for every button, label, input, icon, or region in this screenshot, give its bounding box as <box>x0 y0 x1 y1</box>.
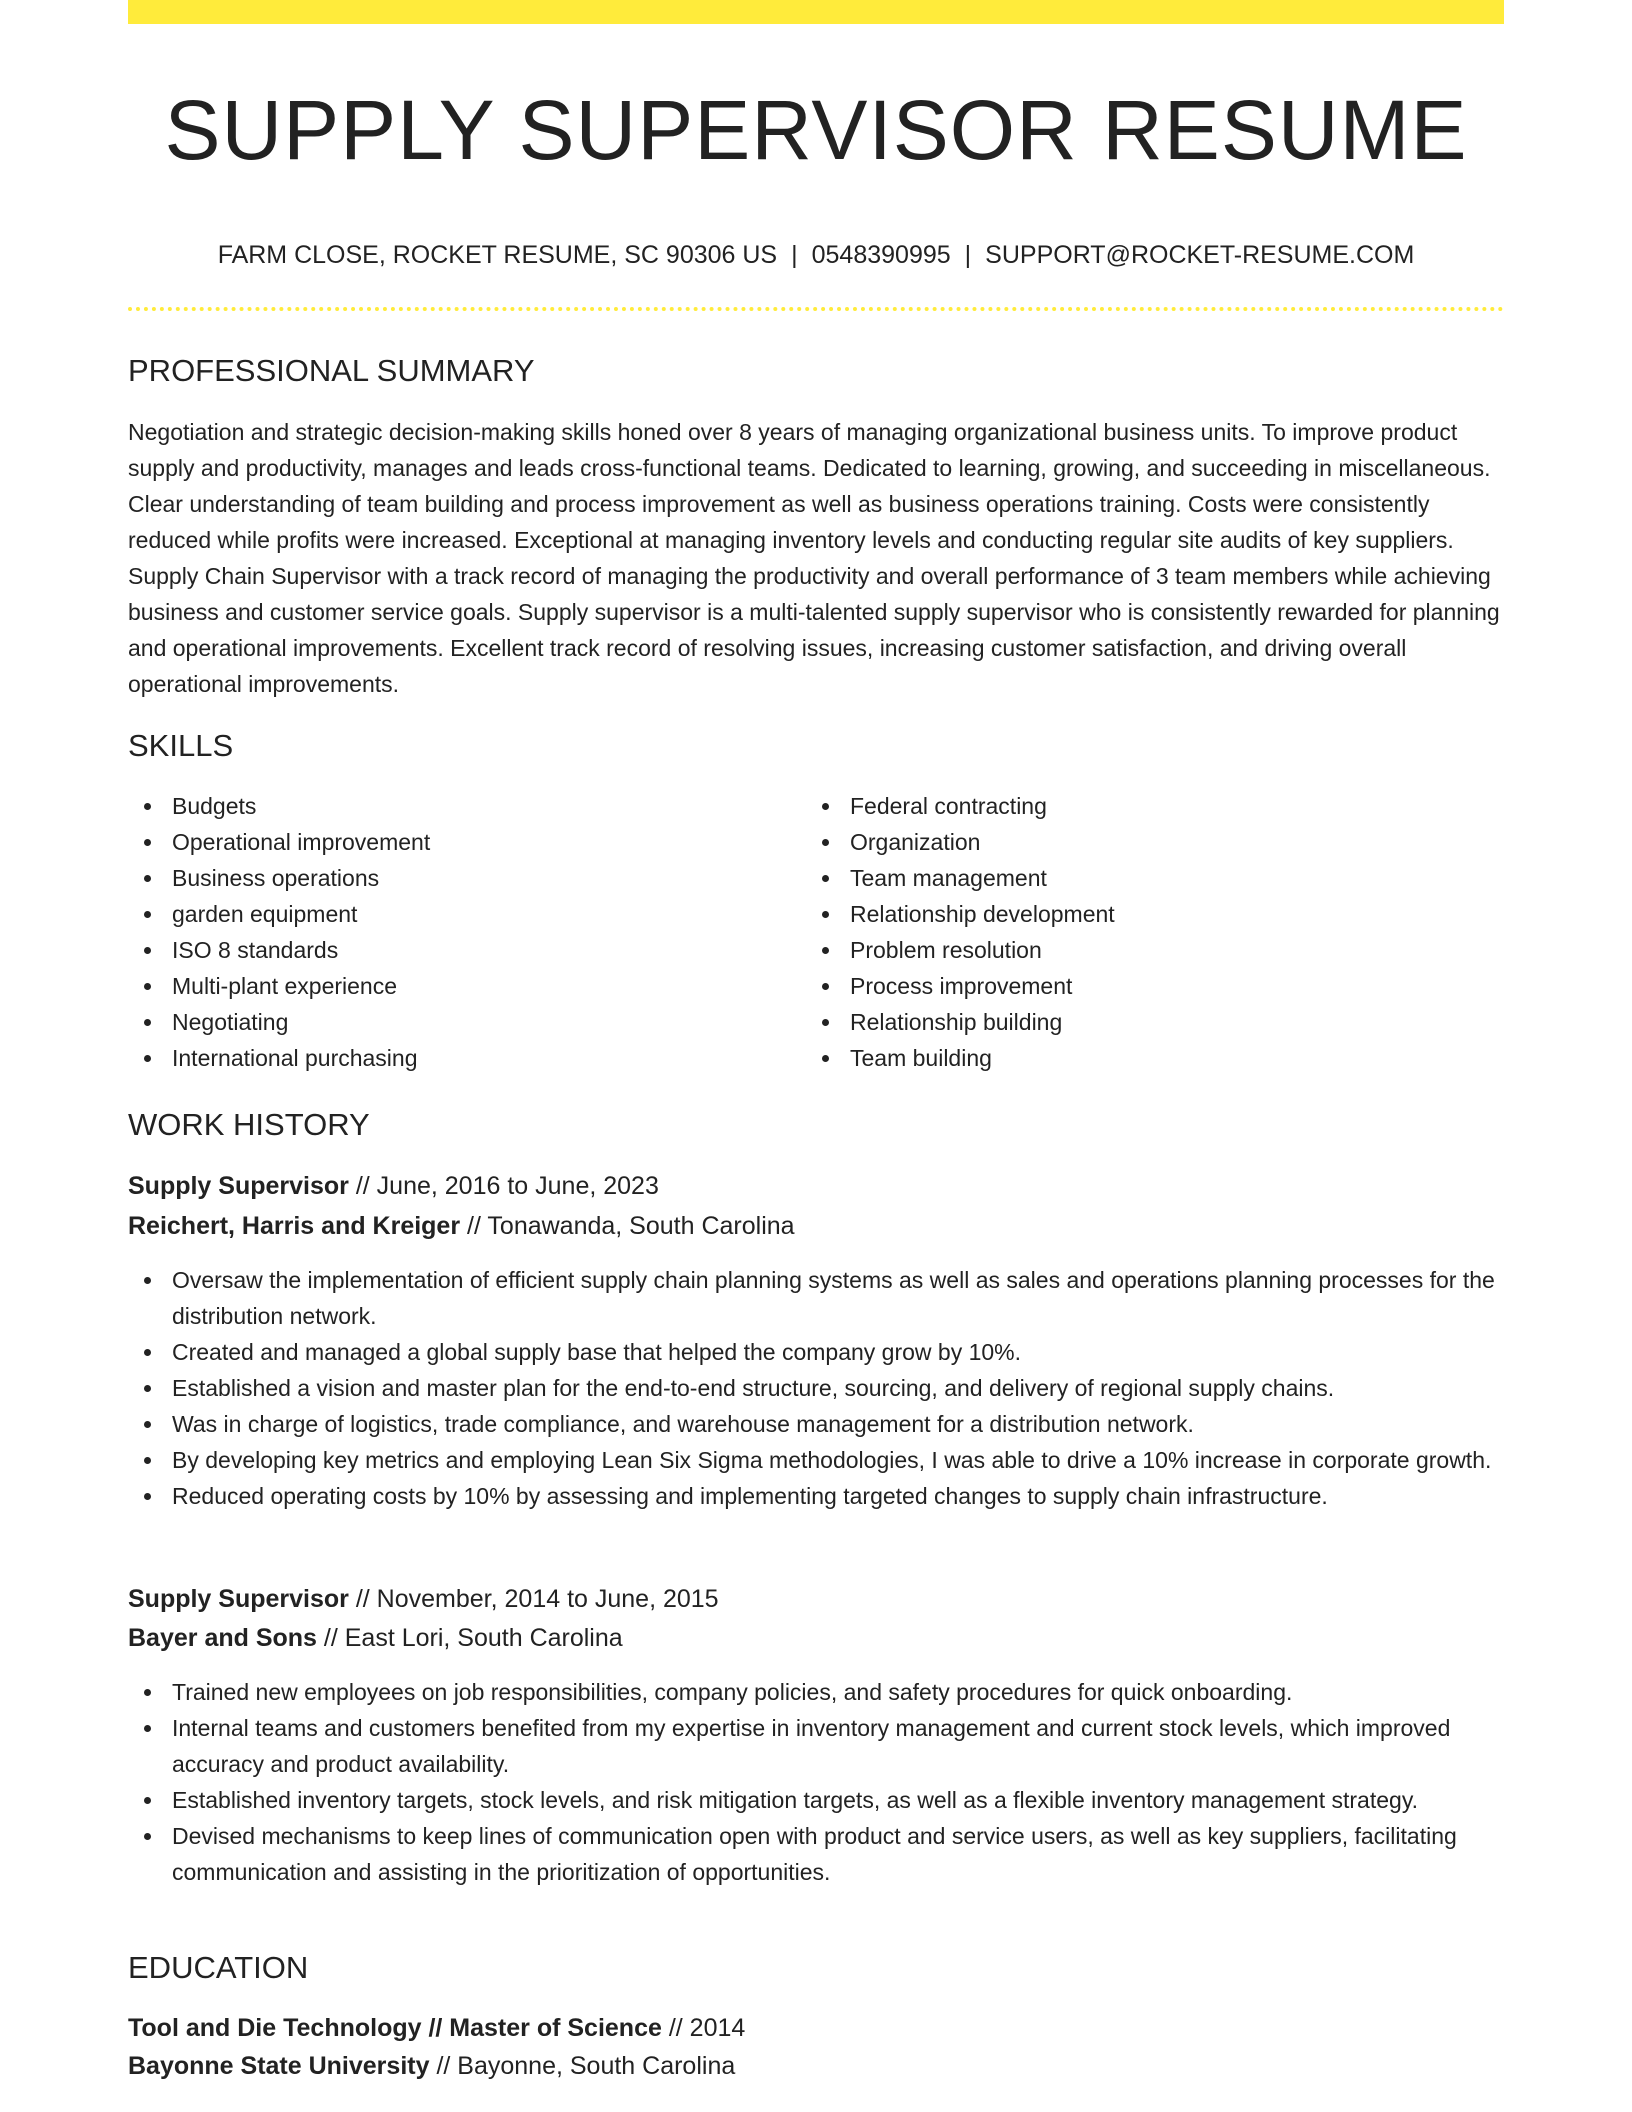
header-divider <box>128 307 1504 311</box>
skill-item: Process improvement <box>806 968 1466 1004</box>
contact-phone: 0548390995 <box>811 241 951 269</box>
education-degree-line <box>128 2010 1504 2046</box>
skill-item: garden equipment <box>128 896 788 932</box>
job-title-line <box>128 1581 1504 1617</box>
job-company-line <box>128 1620 1504 1656</box>
job-dates: // November, 2014 to June, 2015 <box>348 1585 719 1613</box>
skill-item: Problem resolution <box>806 932 1466 968</box>
job-location: // Tonawanda, South Carolina <box>460 1212 795 1240</box>
job-bullet: Was in charge of logistics, trade compliance, and warehouse management for a distribution network. <box>128 1406 1504 1442</box>
job-title: Supply Supervisor <box>128 1585 349 1613</box>
skill-item: Negotiating <box>128 1004 788 1040</box>
skill-item: Relationship building <box>806 1004 1466 1040</box>
skill-item: Operational improvement <box>128 824 788 860</box>
skill-item: Federal contracting <box>806 788 1466 824</box>
skills-list-left <box>128 788 788 1076</box>
job-title-line <box>128 1168 1504 1204</box>
job-dates: // June, 2016 to June, 2023 <box>348 1172 659 1200</box>
job-bullet: Oversaw the implementation of efficient supply chain planning systems as well as sales and operations planning processes for the distribution network. <box>128 1262 1504 1334</box>
skill-item: Team management <box>806 860 1466 896</box>
education-year: // 2014 <box>661 2014 746 2042</box>
job-bullet: Trained new employees on job responsibilities, company policies, and safety procedures for quick onboarding. <box>128 1674 1504 1710</box>
skill-item: Budgets <box>128 788 788 824</box>
skill-item: Relationship development <box>806 896 1466 932</box>
accent-top-bar <box>128 0 1504 24</box>
skills-heading: SKILLS <box>128 728 234 763</box>
job-bullet: By developing key metrics and employing Lean Six Sigma methodologies, I was able to drive a 10% increase in corporate growth. <box>128 1442 1504 1478</box>
education-degree: Tool and Die Technology // Master of Science <box>128 2014 662 2042</box>
contact-separator: | <box>791 241 798 269</box>
job-company-line <box>128 1208 1504 1244</box>
contact-line <box>128 238 1504 272</box>
summary-text: Negotiation and strategic decision-making skills honed over 8 years of managing organizational business units. To improve product supply and productivity, manages and leads cross-functional teams. Dedicated to learning, growing, and succeeding in miscellaneous. Clear understanding of team building and process improvement as well as business operations training. Costs were consistently reduced while profits were increased. Exceptional at managing inventory levels and conducting regular site audits of key suppliers. Supply Chain Supervisor with a track record of managing the productivity and overall performance of 3 team members while achieving business and customer service goals. Supply supervisor is a multi-talented supply supervisor who is consistently rewarded for planning and operational improvements. Excellent track record of resolving issues, increasing customer satisfaction, and driving overall operational improvements. <box>128 419 1500 697</box>
contact-address: FARM CLOSE, ROCKET RESUME, SC 90306 US <box>217 241 778 269</box>
skill-item: International purchasing <box>128 1040 788 1076</box>
education-school: Bayonne State University <box>128 2052 430 2080</box>
job-bullet: Established a vision and master plan for the end-to-end structure, sourcing, and delivery of regional supply chains. <box>128 1370 1504 1406</box>
skill-item: Team building <box>806 1040 1466 1076</box>
job-bullet: Devised mechanisms to keep lines of communication open with product and service users, as well as key suppliers, facilitating communication and assisting in the prioritization of opportunities. <box>128 1818 1504 1890</box>
contact-separator: | <box>964 241 972 269</box>
skills-list-right <box>806 788 1466 1076</box>
job-company: Reichert, Harris and Kreiger <box>128 1212 461 1240</box>
job-location: // East Lori, South Carolina <box>316 1624 623 1652</box>
job-bullet: Established inventory targets, stock levels, and risk mitigation targets, as well as a flexible inventory management strategy. <box>128 1782 1504 1818</box>
skill-item: ISO 8 standards <box>128 932 788 968</box>
job-bullets <box>128 1262 1504 1514</box>
resume-title: SUPPLY SUPERVISOR RESUME <box>164 83 1468 177</box>
education-location: // Bayonne, South Carolina <box>429 2052 736 2080</box>
job-company: Bayer and Sons <box>128 1624 317 1652</box>
work-history-heading: WORK HISTORY <box>128 1107 370 1142</box>
education-heading: EDUCATION <box>128 1950 309 1985</box>
education-school-line <box>128 2048 1504 2084</box>
job-bullet: Reduced operating costs by 10% by assessing and implementing targeted changes to supply chain infrastructure. <box>128 1478 1504 1514</box>
skill-item: Business operations <box>128 860 788 896</box>
summary-heading: PROFESSIONAL SUMMARY <box>128 353 535 388</box>
job-bullet: Internal teams and customers benefited from my expertise in inventory management and current stock levels, which improved accuracy and product availability. <box>128 1710 1504 1782</box>
skill-item: Organization <box>806 824 1466 860</box>
job-bullet: Created and managed a global supply base that helped the company grow by 10%. <box>128 1334 1504 1370</box>
job-title: Supply Supervisor <box>128 1172 349 1200</box>
skill-item: Multi-plant experience <box>128 968 788 1004</box>
contact-email: SUPPORT@ROCKET-RESUME.COM <box>985 241 1415 269</box>
job-bullets <box>128 1674 1504 1890</box>
